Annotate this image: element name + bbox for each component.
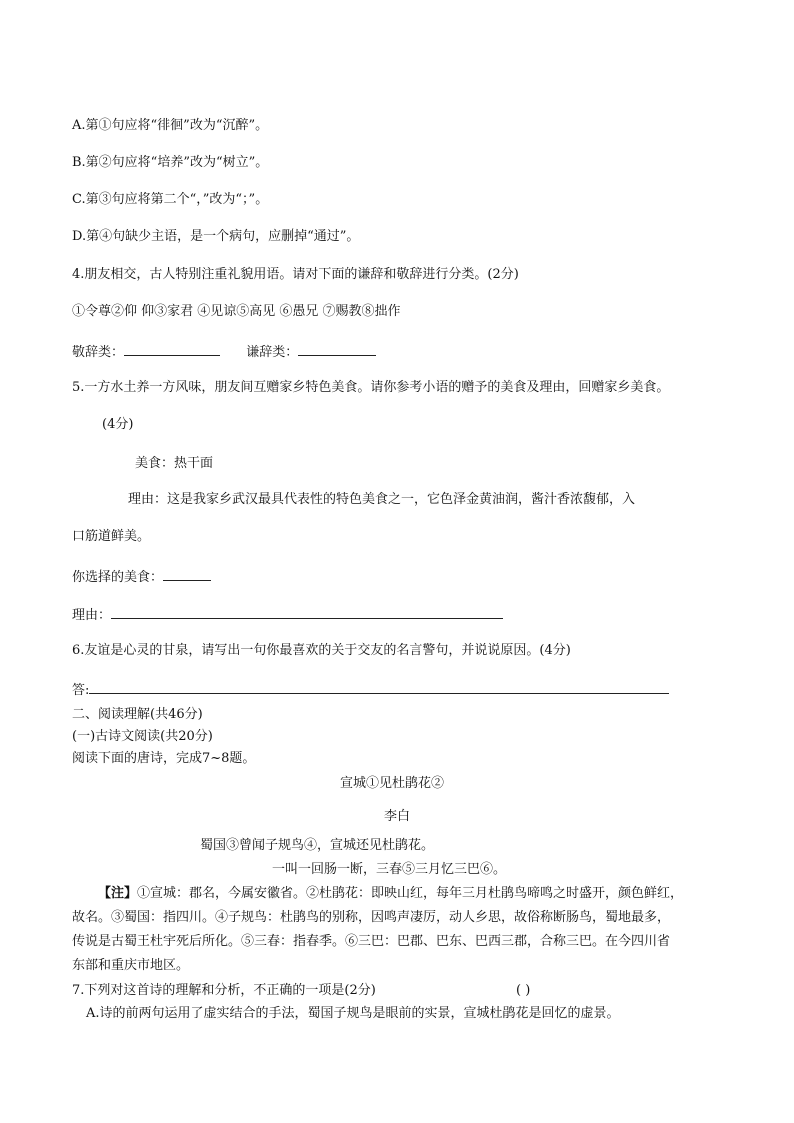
answer-label: 答: [72,683,90,698]
q7-stem: 7.下列对这首诗的理解和分析，不正确的一项是(2分) [72,983,376,998]
q7-option-a[interactable]: A.诗的前两句运用了虚实结合的手法，蜀国子规鸟是眼前的实景，宣城杜鹃花是回忆的虚景。 [86,1006,620,1021]
your-food-blank[interactable] [163,568,211,581]
notes-line2: 故名。③蜀国：指四川。④子规鸟：杜鹃鸟的别称，因鸣声凄厉，动人乡思，故俗称断肠鸟，蜀地最多， [72,910,671,925]
section2-title: 二、阅读理解(共46分) [72,707,203,722]
poem-line1: 蜀国③曾闻子规鸟④，宣城还见杜鹃花。 [200,838,435,853]
q6-answer [72,681,669,699]
q3-option-b: B.第②句应将“培养”改为“树立”。 [72,155,269,170]
q5-reason-line1: 理由：这是我家乡武汉最具代表性的特色美食之一，它色泽金黄油润，酱汁香浓馥郁，入 [128,492,636,507]
reason-blank[interactable] [111,606,503,619]
poem-title: 宣城①见杜鹃花② [340,776,445,791]
q5-stem: 5.一方水土养一方风味，朋友间互赠家乡特色美食。请你参考小语的赠予的美食及理由，回赠家乡美食。 [72,380,670,395]
q4-stem: 4.朋友相交，古人特别注重礼貌用语。请对下面的谦辞和敬辞进行分类。(2分) [72,267,519,282]
q3-option-a: A.第①句应将“徘徊”改为“沉醉”。 [72,118,269,133]
poem-author: 李白 [384,809,411,824]
q5-score: (4分) [102,417,134,432]
humble-label: 谦辞类： [246,345,299,360]
q6-stem: 6.友谊是心灵的甘泉，请写出一句你最喜欢的关于交友的名言警句，并说说原因。(4分) [72,643,571,658]
your-food-label: 你选择的美食： [72,570,164,585]
q5-reason-line2: 口筋道鲜美。 [72,529,151,544]
q4-answer-line [72,343,376,361]
q3-option-d: D.第④句缺少主语，是一个病句，应删掉“通过”。 [72,229,360,244]
notes-text1: ①宣城：郡名，今属安徽省。②杜鹃花：即映山红，每年三月杜鹃鸟啼鸣之时盛开，颜色鲜红， [137,886,684,901]
notes-line3: 传说是古蜀王杜宇死后所化。⑤三春：指春季。⑥三巴：巴郡、巴东、巴西三郡，合称三巴。在今四川省 [72,934,671,949]
q3-option-c: C.第③句应将第二个“，”改为“；”。 [72,192,269,207]
section2-instruction: 阅读下面的唐诗，完成7~8题。 [72,751,256,766]
q5-your-food [72,568,211,586]
humble-blank[interactable] [298,343,376,356]
notes-line1 [98,886,683,902]
notes-line4: 东部和重庆市地区。 [72,958,190,973]
q4-items: ①令尊②仰 仰③家君 ④见谅⑤高见 ⑥愚兄 ⑦赐教⑧拙作 [72,304,401,319]
reason-label: 理由： [72,608,112,623]
notes-label: 【注】 [98,886,138,901]
respect-label: 敬辞类： [72,345,125,360]
poem-line2: 一叫一回肠一断，三春⑤三月忆三巴⑥。 [272,862,507,877]
q5-food-example: 美食：热干面 [135,456,214,471]
q7-answer-paren[interactable]: ( ) [516,983,531,998]
answer-blank[interactable] [89,681,669,694]
section2-sub-title: (一)古诗文阅读(共20分) [72,729,213,744]
respect-blank[interactable] [124,343,220,356]
q5-reason [72,606,503,624]
